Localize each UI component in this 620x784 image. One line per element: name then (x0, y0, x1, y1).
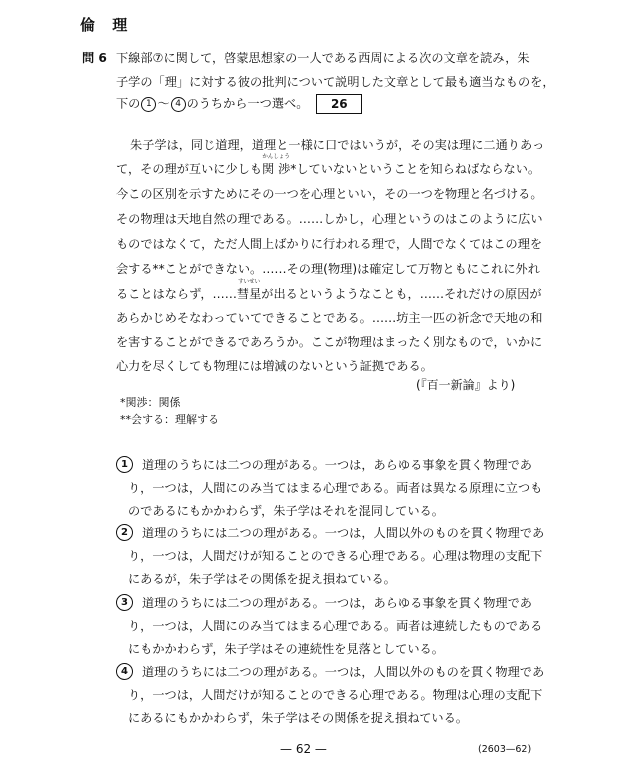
passage-line-10: 心力を尽くしても物理には増減のないという証拠である。 (116, 359, 433, 373)
question-line-3-prefix: 下の (116, 96, 141, 111)
answer-number-box[interactable]: 26 (316, 94, 362, 114)
footnote-1: *関渉：関係 (120, 396, 181, 409)
passage-line-5: ものではなくて，ただ人間上ばかりに行われる理で，人間でなくてはこの理を (116, 237, 543, 251)
passage-line-3: 今この区別を示すためにその一つを心理といい，その一つを物理と名づける。 (116, 187, 543, 201)
page-number: — 62 — (280, 742, 327, 756)
choice-4-line-3: にあるにもかかわらず，朱子学はその関係を捉え損ねている。 (128, 711, 468, 725)
passage-source: (『百一新論』より) (416, 378, 516, 392)
question-line-1: 下線部⑦に関して，啓蒙思想家の一人である西周による次の文章を読み，朱 (116, 51, 530, 65)
choice-2-line-3: にあるが，朱子学はその関係を捉え損ねている。 (128, 572, 396, 586)
passage-line-2-tail: *していないということを知らねばならない。 (290, 162, 541, 176)
choice-3-marker[interactable]: 3 (116, 594, 133, 611)
page-code: (2603—62) (478, 744, 532, 755)
passage-line-8: あらかじめそなわっていてできることである。……坊主一匹の祈念で天地の和 (116, 311, 543, 325)
passage-line-2-head: て，その理が互いに少しも (116, 162, 263, 176)
choice-2-marker[interactable]: 2 (116, 524, 133, 541)
choice-4-line-1: 道理のうちには二つの理がある。一つは，人間以外のものを貫く物理であ (142, 665, 545, 679)
footnote-2: **会する：理解する (120, 413, 219, 426)
passage-line-9: を害することができるであろうか。ここが物理はまったく別なもので，いかに (116, 335, 543, 349)
passage-line-7-head: ることはならず，…… (116, 287, 237, 301)
passage-line-1: 朱子学は，同じ道理，道理と一様に口ではいうが，その実は理に二通りあっ (130, 138, 545, 152)
ruby-kansho-reading: かんしょう (262, 154, 290, 160)
choice-1-line-2: り，一つは，人間にのみ当てはまる心理である。両者は異なる原理に立つも (128, 481, 543, 495)
ruby-suisei-reading: すいせい (238, 279, 261, 285)
choice-1-line-1: 道理のうちには二つの理がある。一つは，あらゆる事象を貫く物理であ (142, 458, 532, 472)
question-line-3 (116, 94, 362, 114)
passage-line-4: その物理は天地自然の理である。……しかし，心理というのはこのように広い (116, 212, 543, 226)
question-line-3-suffix: のうちから一つ選べ。 (186, 96, 309, 111)
choice-3-line-3: にもかかわらず，朱子学はその連続性を見落としている。 (128, 642, 444, 656)
ruby-suisei-base: 彗星 (236, 287, 262, 301)
choice-3-line-2: り，一つは，人間にのみ当てはまる心理である。両者は連続したものである (128, 619, 543, 633)
question-number: 問 6 (82, 51, 107, 65)
choice-2-line-2: り，一つは，人間だけが知ることのできる心理である。心理は物理の支配下 (128, 549, 543, 563)
range-end-marker: 4 (171, 97, 186, 112)
passage-line-7-tail: が出るというようなことも，……それだけの原因が (261, 287, 542, 301)
ruby-kansho-base: 関 渉 (262, 162, 291, 176)
choice-3-line-1: 道理のうちには二つの理がある。一つは，あらゆる事象を貫く物理であ (142, 596, 532, 610)
choice-1-line-3: のであるにもかかわらず，朱子学はそれを混同している。 (128, 504, 444, 518)
choice-4-marker[interactable]: 4 (116, 663, 133, 680)
subject-title: 倫 理 (80, 16, 134, 34)
passage-line-2 (116, 154, 541, 177)
range-start-marker: 1 (141, 97, 156, 112)
choice-2-line-1: 道理のうちには二つの理がある。一つは，人間以外のものを貫く物理であ (142, 526, 545, 540)
ruby-suisei (236, 279, 262, 302)
choice-1-marker[interactable]: 1 (116, 456, 133, 473)
ruby-kansho (262, 154, 291, 177)
question-line-2: 子学の「理」に対する彼の批判について説明した文章として最も適当なものを， (116, 75, 555, 89)
choice-4-line-2: り，一つは，人間だけが知ることのできる心理である。物理は心理の支配下 (128, 688, 543, 702)
passage-line-7 (116, 279, 542, 302)
passage-line-6: 会する**ことができない。……その理(物理)は確定して万物ともにこれに外れ (116, 262, 540, 276)
range-separator: 〜 (157, 96, 170, 111)
